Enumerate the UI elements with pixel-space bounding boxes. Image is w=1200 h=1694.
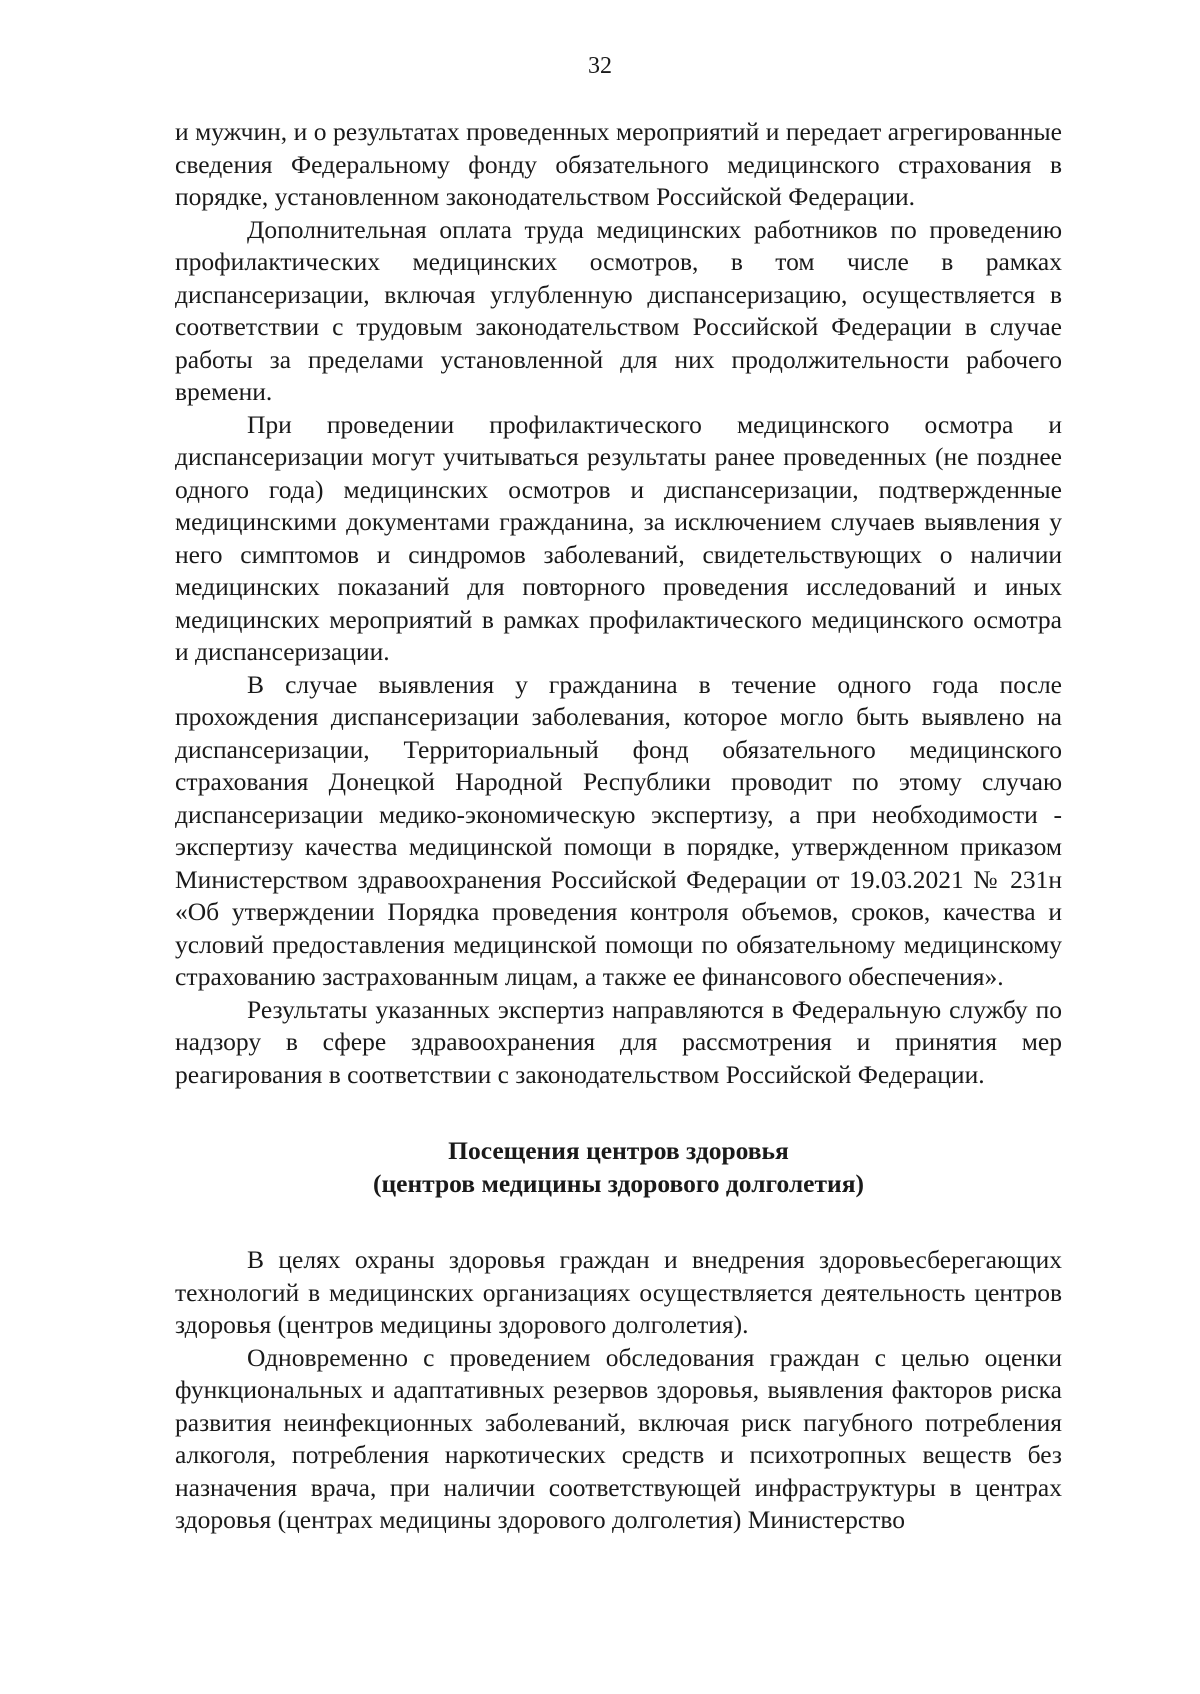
section-heading-line-1: Посещения центров здоровья bbox=[448, 1136, 789, 1165]
paragraph-health-centers: В целях охраны здоровья граждан и внедрения здоровьесберегающих технологий в медицинских организациях осуществляется деятельность центров здоровья (центров медицины здорового долголетия). bbox=[175, 1245, 1062, 1339]
page-number: 32 bbox=[588, 53, 612, 79]
paragraph-expertise: В случае выявления у гражданина в течение одного года после прохождения диспансеризации заболевания, которое могло быть выявлено на диспансеризации, Территориальный фонд обязательного медицинского страхования Донецкой Народной Республики проводит по этому случаю диспансеризации медико-экономическую экспертизу, а при необходимости - экспертизу качества медицинской помощи в порядке, утвержденном приказом Министерством здравоохранения Российской Федерации от 19.03.2021 № 231н «Об утверждении Порядка проведения контроля объемов, сроков, качества и условий предоставления медицинской помощи по обязательному медицинскому страхованию застрахованным лицам, а также ее финансового обеспечения». bbox=[175, 669, 1062, 991]
section-heading bbox=[175, 1135, 1062, 1200]
paragraph-additional-pay: Дополнительная оплата труда медицинских работников по проведению профилактических медицинских осмотров, в том числе в рамках диспансеризации, включая углубленную диспансеризацию, осуществляется в соответствии с трудовым законодательством Российской Федерации в случае работы за пределами установленной для них продолжительности рабочего времени. bbox=[175, 214, 1062, 406]
paragraph-examination: Одновременно с проведением обследования граждан с целью оценки функциональных и адаптативных резервов здоровья, выявления факторов риска развития неинфекционных заболеваний, включая риск пагубного потребления алкоголя, потребления наркотических средств и психотропных веществ без назначения врача, при наличии соответствующей инфраструктуры в центрах здоровья (центрах медицины здорового долголетия) Министерство bbox=[175, 1342, 1062, 1534]
paragraph-previous-results: При проведении профилактического медицинского осмотра и диспансеризации могут учитываться результаты ранее проведенных (не позднее одного года) медицинских осмотров и диспансеризации, подтвержденные медицинскими документами гражданина, за исключением случаев выявления у него симптомов и синдромов заболеваний, свидетельствующих о наличии медицинских показаний для повторного проведения исследований и иных медицинских мероприятий в рамках профилактического медицинского осмотра и диспансеризации. bbox=[175, 409, 1062, 666]
document-body bbox=[175, 116, 1062, 1537]
section-heading-line-2: (центров медицины здорового долголетия) bbox=[372, 1168, 865, 1198]
paragraph-expertise-results: Результаты указанных экспертиз направляются в Федеральную службу по надзору в сфере здравоохранения для рассмотрения и принятия мер реагирования в соответствии с законодательством Российской Федерации. bbox=[175, 994, 1062, 1089]
paragraph-continuation: и мужчин, и о результатах проведенных мероприятий и передает агрегированные сведения Федеральному фонду обязательного медицинского страхования в порядке, установленном законодательством Российской Федерации. bbox=[175, 117, 1062, 211]
